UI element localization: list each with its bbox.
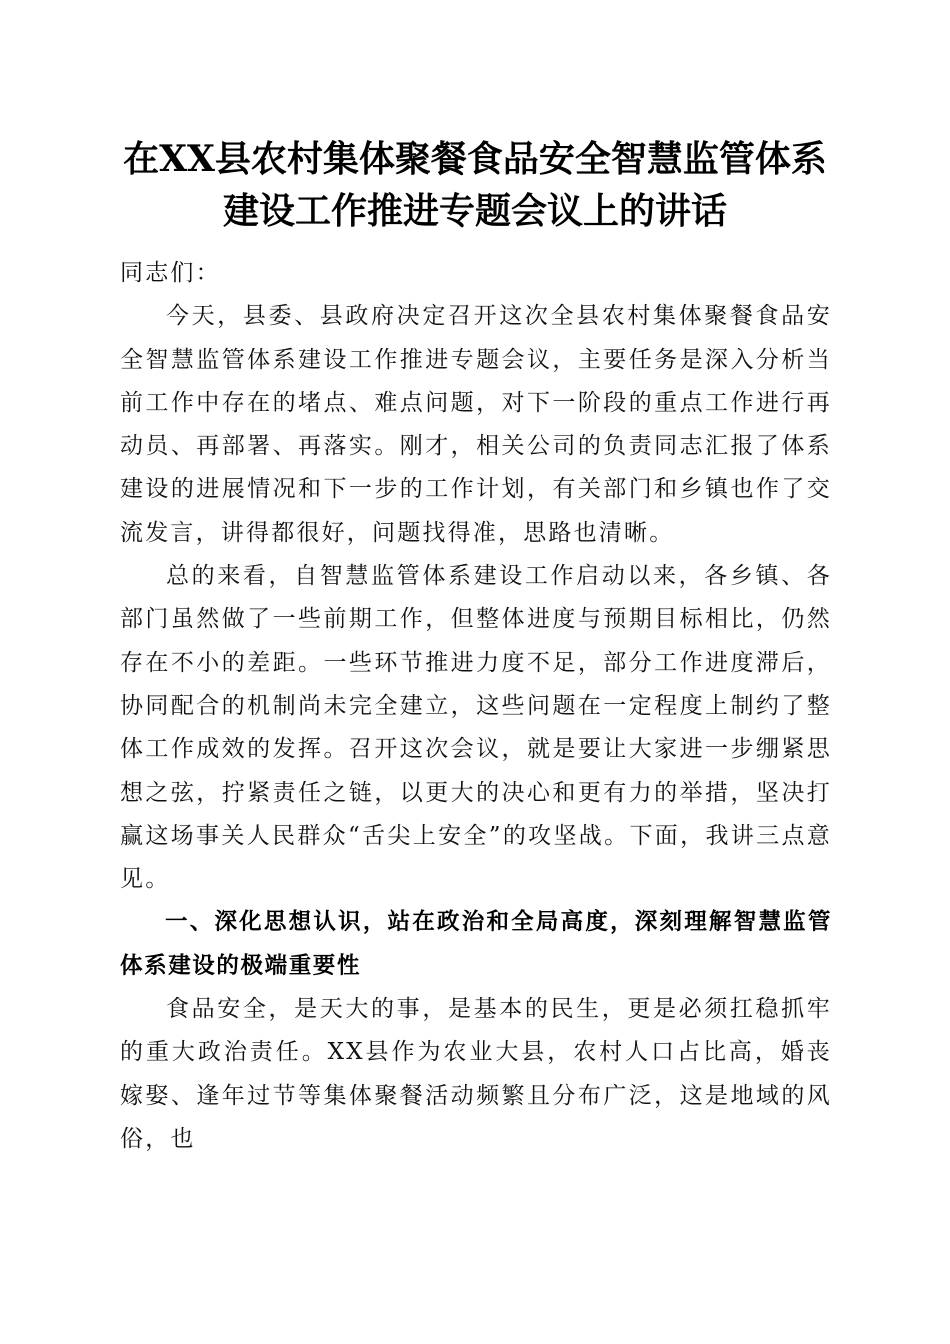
title-line-2: 建设工作推进专题会议上的讲话 [222, 190, 727, 232]
paragraph-section-1: 食品安全，是天大的事，是基本的民生，更是必须扛稳抓牢的重大政治责任。XX县作为农业大县，农村人口占比高，婚丧嫁娶、逢年过节等集体聚餐活动频繁且分布广泛，这是地域的风俗，也 [120, 996, 832, 1152]
salutation: 同志们： [120, 260, 221, 286]
paragraph-intro: 今天，县委、县政府决定召开这次全县农村集体聚餐食品安全智慧监管体系建设工作推进专题会议，主要任务是深入分析当前工作中存在的堵点、难点问题，对下一阶段的重点工作进行再动员、再部署、再落实。刚才，相关公司的负责同志汇报了体系建设的进展情况和下一步的工作计划，有关部门和乡镇也作了交流发言，讲得都很好，问题找得准，思路也清晰。 [120, 303, 832, 546]
document-title [100, 133, 850, 237]
title-line-1: 在XX县农村集体聚餐食品安全智慧监管体系 [123, 138, 827, 180]
paragraph-overview: 总的来看，自智慧监管体系建设工作启动以来，各乡镇、各部门虽然做了一些前期工作，但整体进度与预期目标相比，仍然存在不小的差距。一些环节推进力度不足，部分工作进度滞后，协同配合的机制尚未完全建立，这些问题在一定程度上制约了整体工作成效的发挥。召开这次会议，就是要让大家进一步绷紧思想之弦，拧紧责任之链，以更大的决心和更有力的举措，坚决打赢这场事关人民群众“舌尖上安全”的攻坚战。下面，我讲三点意见。 [120, 563, 832, 893]
section-heading-1: 一、深化思想认识，站在政治和全局高度，深刻理解智慧监管体系建设的极端重要性 [120, 909, 832, 979]
document-body [120, 252, 832, 1161]
